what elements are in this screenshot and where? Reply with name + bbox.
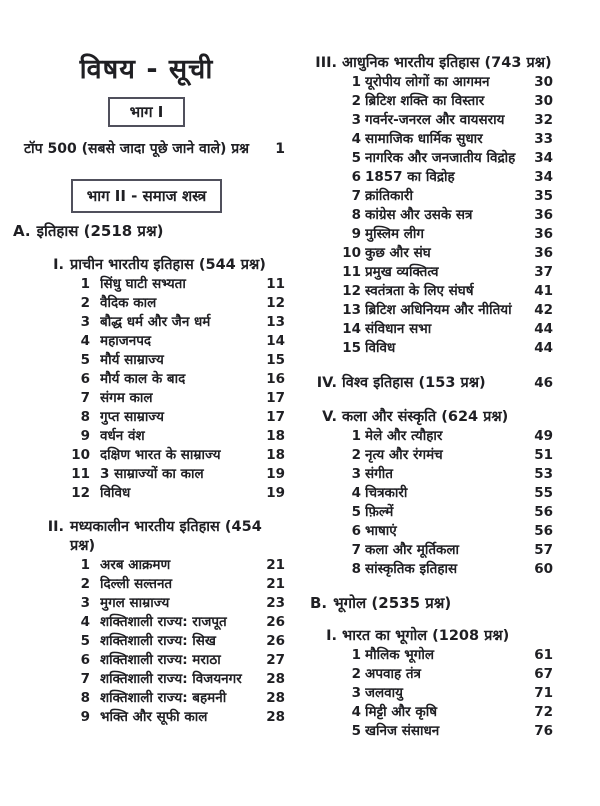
toc-row-title: दक्षिण भारत के साम्राज्य — [100, 447, 221, 463]
toc-row-page-number: 11 — [266, 276, 285, 292]
toc-row-page-number: 14 — [266, 333, 285, 349]
toc-column-right — [310, 54, 553, 741]
toc-row-number: 10 — [71, 447, 90, 463]
toc-row — [310, 111, 553, 130]
toc-row — [310, 149, 553, 168]
toc-row-title: सांस्कृतिक इतिहास — [365, 561, 458, 577]
toc-row-title: वैदिक काल — [100, 295, 157, 311]
toc-row-number: 4 — [351, 131, 361, 147]
toc-row — [310, 206, 553, 225]
toc-row-number: 6 — [80, 371, 90, 387]
toc-row-title: भक्ति और सूफी काल — [100, 709, 208, 725]
toc-row-number: 15 — [342, 340, 361, 356]
toc-roman-numeral: I. — [53, 257, 64, 273]
toc-row-page-number: 36 — [534, 226, 553, 242]
toc-row — [310, 446, 553, 465]
toc-row-page-number: 17 — [266, 390, 285, 406]
toc-row-title: चित्रकारी — [365, 485, 408, 501]
toc-row-title: शक्तिशाली राज्य: राजपूत — [100, 614, 227, 630]
toc-row — [310, 244, 553, 263]
toc-row — [310, 168, 553, 187]
toc-row — [8, 313, 285, 332]
toc-row-title: खनिज संसाधन — [365, 723, 440, 739]
toc-row-number: 1 — [351, 74, 361, 90]
toc-row — [310, 187, 553, 206]
toc-row-title: यूरोपीय लोगों का आगमन — [365, 74, 490, 90]
toc-row-page-number: 49 — [534, 428, 553, 444]
toc-row — [310, 484, 553, 503]
toc-left-sections — [8, 222, 285, 727]
toc-row — [8, 294, 285, 313]
toc-row-page-number: 71 — [534, 685, 553, 701]
toc-row-page-number: 34 — [534, 169, 553, 185]
toc-row-title: भाषाएं — [365, 523, 397, 539]
toc-roman-numeral: II. — [47, 519, 64, 535]
page-title: विषय - सूची — [79, 54, 214, 85]
toc-section-label: भूगोल (2535 प्रश्न) — [333, 594, 452, 612]
toc-section-label: कला और संस्कृति (624 प्रश्न) — [342, 409, 509, 425]
toc-row-page-number: 44 — [534, 321, 553, 337]
toc-section-label: आधुनिक भारतीय इतिहास (743 प्रश्न) — [342, 55, 552, 71]
toc-row-title: विविध — [365, 340, 396, 356]
toc-row-title: मिट्टी और कृषि — [365, 704, 438, 720]
toc-row-title: संगम काल — [100, 390, 153, 406]
toc-section-heading — [310, 627, 553, 646]
toc-row — [310, 263, 553, 282]
toc-row-number: 4 — [80, 614, 90, 630]
toc-row — [310, 339, 553, 358]
toc-row — [8, 632, 285, 651]
toc-column-left — [8, 52, 285, 727]
toc-row — [310, 541, 553, 560]
toc-row-page-number: 53 — [534, 466, 553, 482]
toc-row-page-number: 28 — [266, 671, 285, 687]
toc-row-number: 7 — [351, 542, 361, 558]
toc-row-page-number: 19 — [266, 485, 285, 501]
toc-section-heading — [8, 518, 285, 556]
toc-row — [310, 92, 553, 111]
toc-section — [310, 627, 553, 741]
toc-section — [310, 374, 553, 393]
toc-row-page-number: 23 — [266, 595, 285, 611]
toc-row-number: 1 — [80, 557, 90, 573]
toc-section-heading — [8, 222, 285, 241]
toc-row-title: गुप्त साम्राज्य — [100, 409, 164, 425]
toc-section — [8, 256, 285, 503]
toc-row-page-number: 36 — [534, 207, 553, 223]
toc-row — [8, 670, 285, 689]
toc-row-page-number: 41 — [534, 283, 553, 299]
toc-row-page-number: 30 — [534, 74, 553, 90]
toc-row-title: संगीत — [365, 466, 393, 482]
toc-row-number: 5 — [351, 504, 361, 520]
toc-row-number: 12 — [342, 283, 361, 299]
toc-row — [310, 646, 553, 665]
toc-section-page-number: 46 — [534, 375, 553, 391]
part-1-box: भाग I — [108, 97, 186, 127]
top-500-page-number: 1 — [275, 141, 285, 157]
toc-row-number: 11 — [342, 264, 361, 280]
toc-row-title: मौर्य साम्राज्य — [100, 352, 164, 368]
toc-row-title: शक्तिशाली राज्य: मराठा — [100, 652, 221, 668]
toc-row-page-number: 27 — [266, 652, 285, 668]
toc-section — [310, 54, 553, 358]
toc-section-label: भारत का भूगोल (1208 प्रश्न) — [342, 628, 510, 644]
toc-roman-numeral: III. — [315, 55, 337, 71]
toc-row-page-number: 72 — [534, 704, 553, 720]
toc-row-title: मौलिक भूगोल — [365, 647, 435, 663]
toc-row-title: बौद्ध धर्म और जैन धर्म — [100, 314, 211, 330]
toc-section-heading — [310, 594, 553, 613]
toc-row-page-number: 32 — [534, 112, 553, 128]
toc-row — [8, 351, 285, 370]
toc-row-title: ब्रिटिश शक्ति का विस्तार — [365, 93, 485, 109]
toc-row — [8, 594, 285, 613]
toc-row-title: ब्रिटिश अधिनियम और नीतियां — [365, 302, 512, 318]
toc-row — [310, 560, 553, 579]
toc-row-title: दिल्ली सल्तनत — [100, 576, 173, 592]
toc-row-number: 3 — [351, 685, 361, 701]
toc-row-number: 8 — [351, 207, 361, 223]
toc-row-title: फ़िल्में — [365, 504, 394, 520]
toc-section-label: प्राचीन भारतीय इतिहास (544 प्रश्न) — [70, 257, 266, 273]
toc-row-number: 5 — [351, 150, 361, 166]
toc-row-title: मुगल साम्राज्य — [100, 595, 170, 611]
toc-row-page-number: 12 — [266, 295, 285, 311]
toc-row-title: गवर्नर-जनरल और वायसराय — [365, 112, 505, 128]
toc-row — [8, 275, 285, 294]
toc-row-page-number: 33 — [534, 131, 553, 147]
toc-row — [8, 575, 285, 594]
toc-row-title: विविध — [100, 485, 131, 501]
toc-row-number: 8 — [80, 690, 90, 706]
toc-row-number: 12 — [71, 485, 90, 501]
toc-row-title: वर्धन वंश — [100, 428, 145, 444]
toc-row — [310, 282, 553, 301]
toc-group — [310, 594, 553, 613]
toc-row — [8, 556, 285, 575]
toc-row-number: 13 — [342, 302, 361, 318]
toc-row — [310, 684, 553, 703]
toc-row-title: शक्तिशाली राज्य: बहमनी — [100, 690, 227, 706]
toc-row-title: सिंधु घाटी सभ्यता — [100, 276, 186, 292]
toc-row-title: महाजनपद — [100, 333, 152, 349]
toc-row — [8, 446, 285, 465]
toc-row-page-number: 57 — [534, 542, 553, 558]
toc-row — [8, 613, 285, 632]
toc-row-page-number: 15 — [266, 352, 285, 368]
toc-row-title: 3 साम्राज्यों का काल — [100, 466, 204, 482]
toc-row — [8, 332, 285, 351]
toc-row-title: 1857 का विद्रोह — [365, 169, 455, 185]
toc-row-page-number: 26 — [266, 614, 285, 630]
toc-row-page-number: 60 — [534, 561, 553, 577]
toc-row — [310, 703, 553, 722]
toc-right-sections — [310, 54, 553, 741]
toc-row-title: सामाजिक धार्मिक सुधार — [365, 131, 483, 147]
toc-row-title: नागरिक और जनजातीय विद्रोह — [365, 150, 516, 166]
toc-row-page-number: 34 — [534, 150, 553, 166]
toc-row — [310, 130, 553, 149]
toc-row — [310, 522, 553, 541]
toc-row-title: संविधान सभा — [365, 321, 432, 337]
toc-row-number: 1 — [351, 647, 361, 663]
toc-row-number: 9 — [351, 226, 361, 242]
toc-row-page-number: 13 — [266, 314, 285, 330]
toc-row-number: 7 — [351, 188, 361, 204]
toc-row-number: 11 — [71, 466, 90, 482]
toc-row-page-number: 21 — [266, 557, 285, 573]
part-2-box: भाग II - समाज शस्त्र — [71, 179, 223, 213]
toc-roman-numeral: V. — [322, 409, 337, 425]
toc-row — [310, 320, 553, 339]
toc-section-heading — [310, 54, 553, 73]
toc-row-page-number: 37 — [534, 264, 553, 280]
toc-row-page-number: 67 — [534, 666, 553, 682]
toc-section-heading — [310, 408, 553, 427]
top-500-row — [8, 140, 285, 159]
toc-row-title: जलवायु — [365, 685, 404, 701]
toc-row-number: 2 — [351, 93, 361, 109]
toc-row-page-number: 16 — [266, 371, 285, 387]
toc-row-page-number: 61 — [534, 647, 553, 663]
toc-row-page-number: 21 — [266, 576, 285, 592]
toc-roman-numeral: B. — [310, 594, 328, 612]
toc-row-number: 2 — [80, 295, 90, 311]
toc-roman-numeral: I. — [326, 628, 337, 644]
toc-section-heading — [310, 374, 553, 393]
toc-row-number: 4 — [351, 485, 361, 501]
toc-row-number: 9 — [80, 709, 90, 725]
toc-row-page-number: 56 — [534, 504, 553, 520]
toc-row-page-number: 42 — [534, 302, 553, 318]
toc-row-number: 5 — [80, 352, 90, 368]
toc-row-page-number: 19 — [266, 466, 285, 482]
toc-row-title: कुछ और संघ — [365, 245, 431, 261]
toc-row-title: नृत्य और रंगमंच — [365, 447, 443, 463]
toc-section-label: मध्यकालीन भारतीय इतिहास (454 प्रश्न) — [70, 519, 262, 554]
toc-roman-numeral: IV. — [316, 375, 337, 391]
toc-row-title: मुस्लिम लीग — [365, 226, 424, 242]
toc-row-number: 2 — [351, 447, 361, 463]
toc-row-number: 7 — [80, 671, 90, 687]
toc-row-number: 3 — [351, 466, 361, 482]
toc-section-label: इतिहास (2518 प्रश्न) — [36, 222, 164, 240]
toc-row-title: प्रमुख व्यक्तित्व — [365, 264, 439, 280]
toc-row-page-number: 28 — [266, 709, 285, 725]
toc-row-number: 7 — [80, 390, 90, 406]
toc-row-title: क्रांतिकारी — [365, 188, 413, 204]
toc-row — [8, 689, 285, 708]
toc-row-page-number: 26 — [266, 633, 285, 649]
toc-row — [8, 370, 285, 389]
toc-row-title: शक्तिशाली राज्य: सिख — [100, 633, 216, 649]
toc-row-page-number: 76 — [534, 723, 553, 739]
toc-row-page-number: 30 — [534, 93, 553, 109]
toc-row — [310, 225, 553, 244]
toc-row-title: अरब आक्रमण — [100, 557, 171, 573]
toc-row-number: 4 — [351, 704, 361, 720]
toc-row-number: 3 — [80, 595, 90, 611]
toc-section-label: विश्व इतिहास (153 प्रश्न) — [342, 375, 486, 391]
toc-row — [310, 465, 553, 484]
toc-row-number: 4 — [80, 333, 90, 349]
toc-row-number: 9 — [80, 428, 90, 444]
toc-row-page-number: 17 — [266, 409, 285, 425]
toc-row — [310, 665, 553, 684]
toc-row — [8, 427, 285, 446]
toc-row-page-number: 35 — [534, 188, 553, 204]
toc-row-number: 5 — [351, 723, 361, 739]
toc-row — [8, 651, 285, 670]
toc-row-number: 6 — [351, 169, 361, 185]
toc-row-title: कांग्रेस और उसके सत्र — [365, 207, 473, 223]
toc-section — [8, 518, 285, 727]
toc-row — [8, 389, 285, 408]
toc-row-title: मेले और त्यौहार — [365, 428, 443, 444]
toc-row — [310, 503, 553, 522]
toc-section-heading — [8, 256, 285, 275]
toc-row-number: 1 — [80, 276, 90, 292]
toc-row-page-number: 51 — [534, 447, 553, 463]
toc-row-page-number: 18 — [266, 447, 285, 463]
toc-row-number: 6 — [80, 652, 90, 668]
toc-row-number: 14 — [342, 321, 361, 337]
toc-row-number: 8 — [351, 561, 361, 577]
toc-row — [8, 408, 285, 427]
toc-row-number: 3 — [351, 112, 361, 128]
toc-row-title: शक्तिशाली राज्य: विजयनगर — [100, 671, 242, 687]
toc-row-title: मौर्य काल के बाद — [100, 371, 186, 387]
toc-row — [8, 484, 285, 503]
toc-row-page-number: 18 — [266, 428, 285, 444]
toc-row-number: 1 — [351, 428, 361, 444]
toc-row-number: 10 — [342, 245, 361, 261]
toc-row — [310, 722, 553, 741]
toc-group — [8, 222, 285, 241]
toc-row-number: 5 — [80, 633, 90, 649]
toc-row-number: 2 — [80, 576, 90, 592]
toc-row — [310, 73, 553, 92]
toc-row — [310, 427, 553, 446]
toc-row-number: 8 — [80, 409, 90, 425]
toc-row-title: स्वतंत्रता के लिए संघर्ष — [365, 283, 474, 299]
toc-row-number: 2 — [351, 666, 361, 682]
toc-row-page-number: 44 — [534, 340, 553, 356]
top-500-label: टॉप 500 (सबसे जादा पूछे जाने वाले) प्रश्न — [24, 141, 250, 157]
toc-row-number: 6 — [351, 523, 361, 539]
toc-row-number: 3 — [80, 314, 90, 330]
toc-row-page-number: 28 — [266, 690, 285, 706]
toc-row-page-number: 56 — [534, 523, 553, 539]
toc-row-title: कला और मूर्तिकला — [365, 542, 460, 558]
toc-row-page-number: 36 — [534, 245, 553, 261]
toc-row — [8, 708, 285, 727]
toc-row-title: अपवाह तंत्र — [365, 666, 421, 682]
toc-row — [8, 465, 285, 484]
toc-row-page-number: 55 — [534, 485, 553, 501]
toc-row — [310, 301, 553, 320]
toc-roman-numeral: A. — [13, 222, 31, 240]
toc-section — [310, 408, 553, 579]
